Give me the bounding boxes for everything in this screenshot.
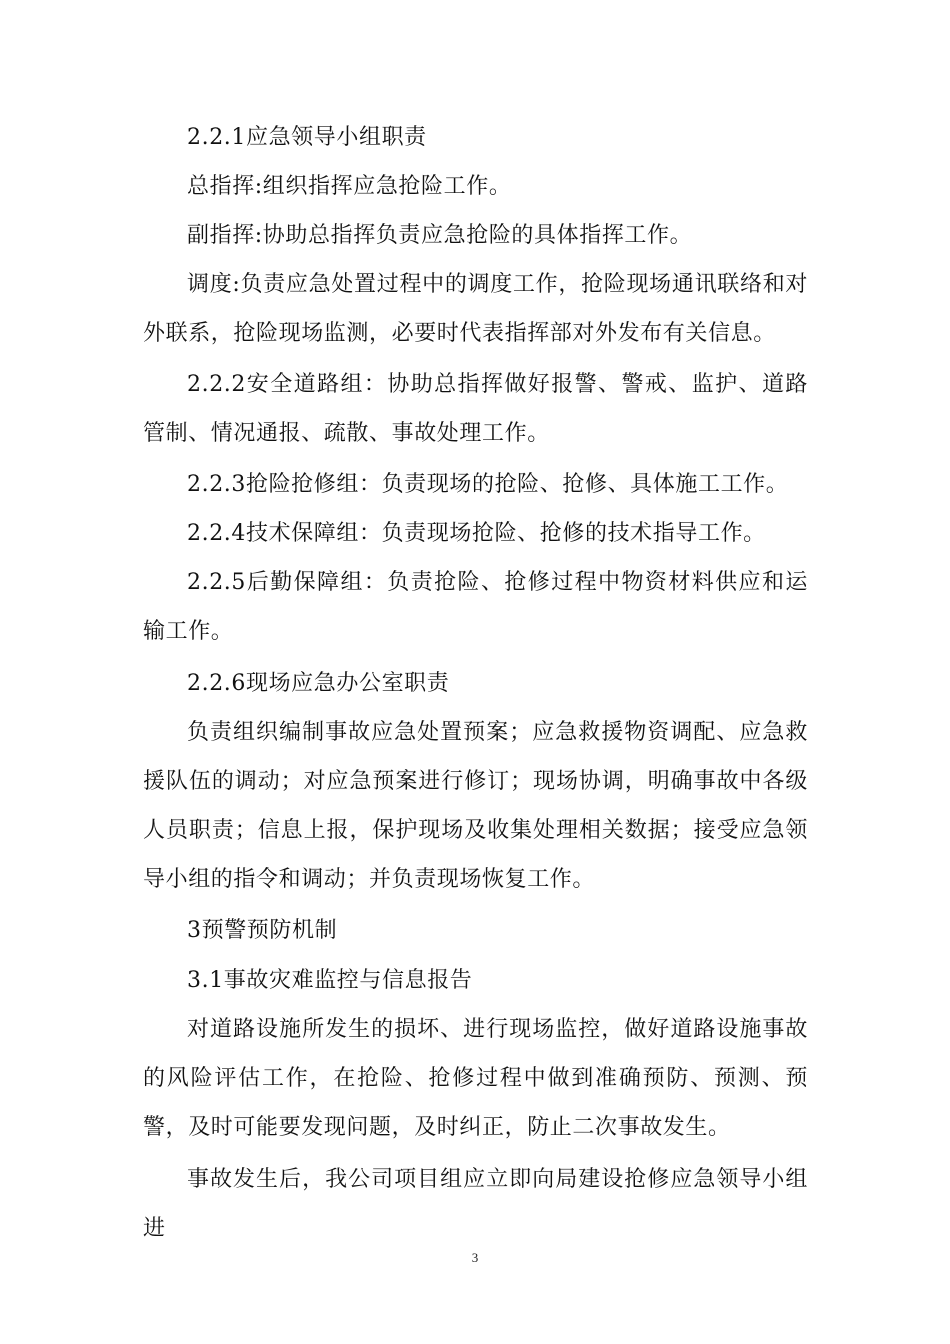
paragraph-after-accident: 事故发生后，我公司项目组应立即向局建设抢修应急领导小组进 bbox=[143, 1167, 808, 1241]
paragraph-rescue-repair-group: 2.2.3抢险抢修组：负责现场的抢险、抢修、具体施工工作。 bbox=[187, 472, 789, 497]
section-heading-3: 3预警预防机制 bbox=[187, 918, 338, 943]
paragraph-logistics-group: 2.2.5后勤保障组：负责抢险、抢修过程中物资材料供应和运输工作。 bbox=[143, 570, 808, 644]
paragraph-monitoring: 对道路设施所发生的损坏、进行现场监控，做好道路设施事故的风险评估工作，在抢险、抢修过程中做到准确预防、预测、预警，及时可能要发现问题，及时纠正，防止二次事故发生。 bbox=[143, 1017, 808, 1140]
section-heading-3-1: 3.1事故灾难监控与信息报告 bbox=[187, 968, 473, 993]
paragraph-dispatch: 调度:负责应急处置过程中的调度工作，抢险现场通讯联络和对外联系，抢险现场监测，必要时代表指挥部对外发布有关信息。 bbox=[143, 272, 808, 346]
paragraph-technical-support-group: 2.2.4技术保障组：负责现场抢险、抢修的技术指导工作。 bbox=[187, 521, 766, 546]
paragraph-safety-road-group: 2.2.2安全道路组：协助总指挥做好报警、警戒、监护、道路管制、情况通报、疏散、事故处理工作。 bbox=[143, 372, 808, 446]
paragraph-deputy-commander: 副指挥:协助总指挥负责应急抢险的具体指挥工作。 bbox=[187, 223, 693, 248]
paragraph-emergency-office-duties: 负责组织编制事故应急处置预案；应急救援物资调配、应急救援队伍的调动；对应急预案进行修订；现场协调，明确事故中各级人员职责；信息上报，保护现场及收集处理相关数据；接受应急领导小组的指令和调动；并负责现场恢复工作。 bbox=[143, 720, 808, 892]
section-heading-2-2-1: 2.2.1应急领导小组职责 bbox=[187, 125, 427, 150]
page-number: 3 bbox=[471, 1250, 479, 1265]
section-heading-2-2-6: 2.2.6现场应急办公室职责 bbox=[187, 671, 450, 696]
paragraph-chief-commander: 总指挥:组织指挥应急抢险工作。 bbox=[187, 174, 512, 199]
